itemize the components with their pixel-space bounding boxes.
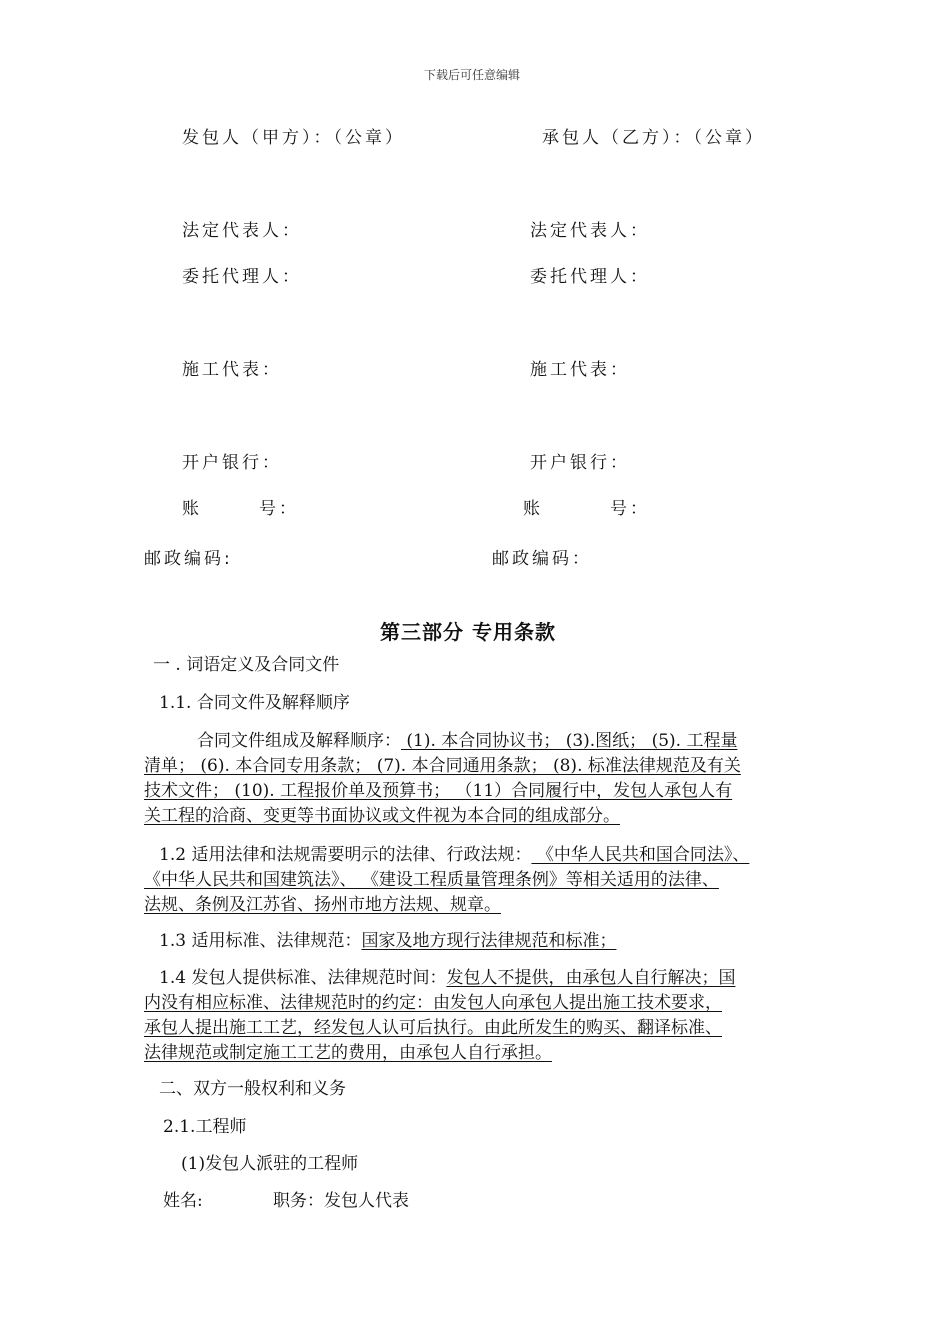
clause-1-2-line2: 《中华人民共和国建筑法》、 《建设工程质量管理条例》等相关适用的法律、 [144, 870, 719, 890]
account-label-b-part2: 号： [610, 499, 650, 519]
clause-1-2-value: 《中华人民共和国合同法》、 [531, 845, 750, 865]
account-label-a-part1: 账 [182, 499, 202, 519]
clause-1-4-line4: 法律规范或制定施工工艺的费用，由承包人自行承担。 [144, 1043, 552, 1063]
engineer-duty-label: 职务：发包人代表 [273, 1191, 409, 1211]
clause-1-2-line3: 法规、条例及江苏省、扬州市地方法规、规章。 [144, 895, 501, 915]
party-b-seal-label: 承包人（乙方）：（公章） [542, 128, 765, 148]
postcode-label-b: 邮政编码： [492, 549, 592, 569]
legal-rep-label-b: 法定代表人： [530, 221, 650, 241]
clause-2-1-heading: 2.1.工程师 [163, 1117, 247, 1137]
clause-1-4-value: 发包人不提供，由承包人自行解决；国 [446, 968, 736, 988]
account-label-b-part1: 账 [523, 499, 543, 519]
agent-label-b: 委托代理人： [530, 267, 650, 287]
clause-1-4-line1 [159, 966, 735, 991]
party-a-seal-label: 发包人（甲方）：（公章） [182, 128, 405, 148]
legal-rep-label-a: 法定代表人： [182, 221, 302, 241]
construction-rep-label-b: 施工代表： [530, 360, 630, 380]
clause-2-1-sub1: (1)发包人派驻的工程师 [181, 1154, 359, 1174]
section1-heading: 一 . 词语定义及合同文件 [153, 655, 340, 675]
clause-1-2-line1 [159, 843, 749, 868]
header-note: 下载后可任意编辑 [424, 68, 521, 82]
clause-1-3 [159, 929, 616, 954]
clause-1-1-lead: 合同文件组成及解释顺序： [197, 731, 401, 751]
bank-label-a: 开户银行： [182, 453, 282, 473]
clause-1-4-lead: 1.4 发包人提供标准、法律规范时间： [159, 968, 447, 988]
clause-1-2-lead: 1.2 适用法律和法规需要明示的法律、行政法规： [159, 845, 532, 865]
clause-1-4-line2: 内没有相应标准、法律规范时的约定：由发包人向承包人提出施工技术要求， [144, 993, 722, 1013]
engineer-name-label: 姓名: [163, 1191, 203, 1211]
section2-heading: 二、双方一般权利和义务 [159, 1079, 346, 1099]
clause-1-1-line1 [197, 729, 737, 754]
account-label-a-part2: 号： [259, 499, 299, 519]
clause-1-1-line2: 清单； (6). 本合同专用条款； (7). 本合同通用条款； (8). 标准法律规范及有关 [144, 756, 741, 776]
section-title: 第三部分 专用条款 [380, 620, 556, 644]
clause-1-1-value: (1). 本合同协议书； (3).图纸； (5). 工程量 [401, 731, 738, 751]
postcode-label-a: 邮政编码: [144, 549, 233, 569]
agent-label-a: 委托代理人： [182, 267, 302, 287]
clause-1-4-line3: 承包人提出施工工艺，经发包人认可后执行。由此所发生的购买、翻译标准、 [144, 1018, 722, 1038]
clause-1-1-line4: 关工程的洽商、变更等书面协议或文件视为本合同的组成部分。 [144, 806, 620, 826]
clause-1-3-value: 国家及地方现行法律规范和标准； [361, 931, 617, 951]
clause-1-1-line3: 技术文件； (10). 工程报价单及预算书； （11）合同履行中，发包人承包人有 [144, 781, 733, 801]
construction-rep-label-a: 施工代表： [182, 360, 282, 380]
clause-1-1-heading: 1.1. 合同文件及解释顺序 [159, 693, 350, 713]
bank-label-b: 开户银行： [530, 453, 630, 473]
clause-1-3-lead: 1.3 适用标准、法律规范： [159, 931, 362, 951]
